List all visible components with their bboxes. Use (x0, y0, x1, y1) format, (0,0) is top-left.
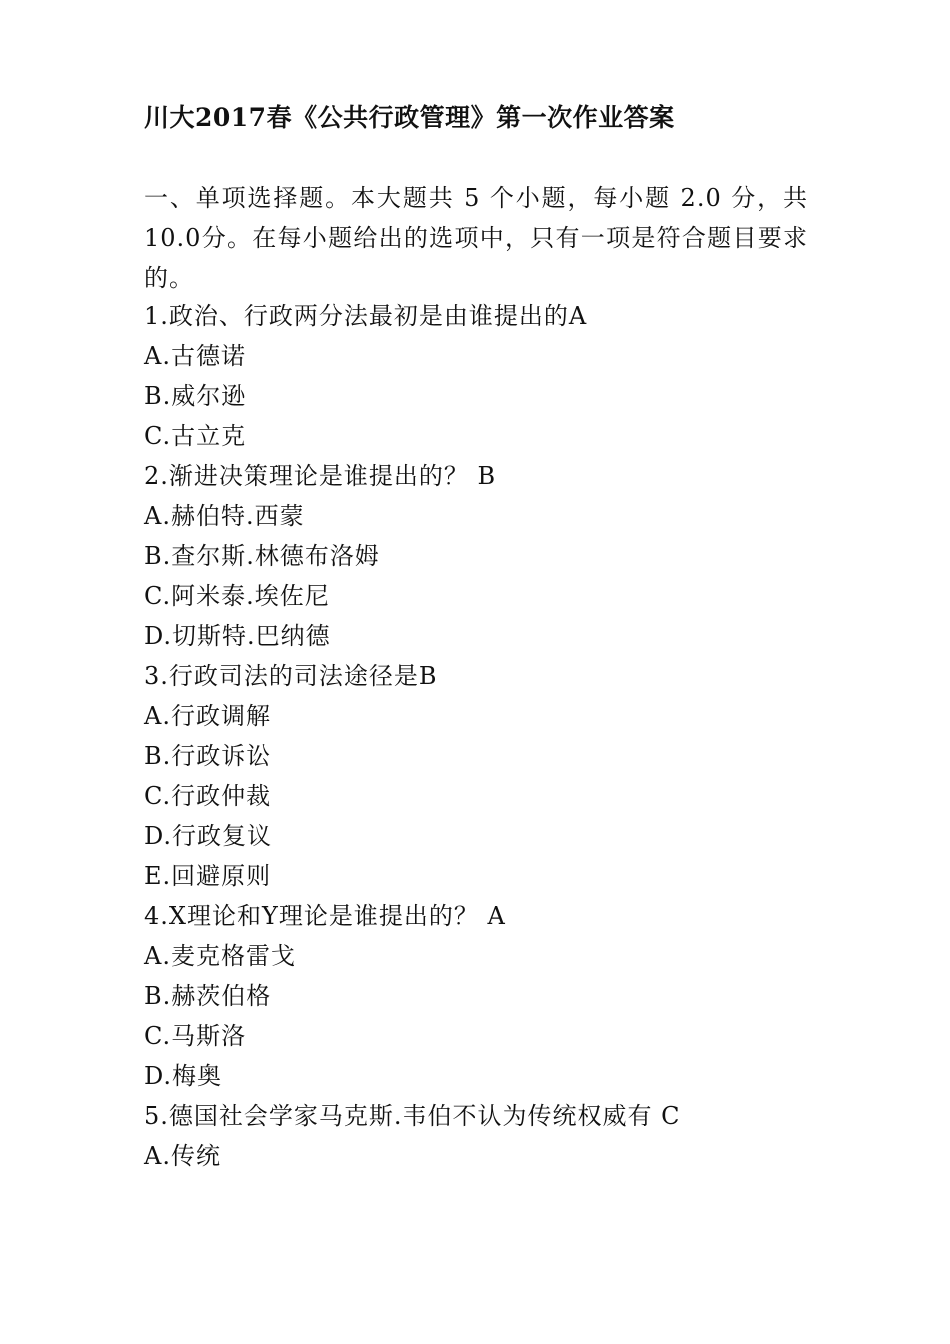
option-4d: D.梅奥 (144, 1062, 223, 1090)
option-4c: C.马斯洛 (144, 1022, 247, 1050)
option-2b: B.查尔斯.林德布洛姆 (144, 542, 380, 570)
option-1c: C.古立克 (144, 422, 247, 450)
option-3d: D.行政复议 (144, 822, 273, 850)
option-3a: A.行政调解 (144, 702, 271, 730)
option-4a: A.麦克格雷戈 (144, 942, 296, 970)
question-1: 1.政治、行政两分法最初是由谁提出的A (144, 302, 588, 330)
option-2c: C.阿米泰.埃佐尼 (144, 582, 330, 610)
option-1b: B.威尔逊 (144, 382, 247, 410)
question-4: 4.X理论和Y理论是谁提出的？ A (144, 902, 506, 930)
question-2: 2.渐进决策理论是谁提出的？ B (144, 462, 497, 490)
document-title: 川大2017春《公共行政管理》第一次作业答案 (144, 103, 675, 132)
question-3: 3.行政司法的司法途径是B (144, 662, 438, 690)
question-list (144, 296, 681, 1176)
option-2d: D.切斯特.巴纳德 (144, 622, 331, 650)
option-1a: A.古德诺 (144, 342, 246, 370)
option-3c: C.行政仲裁 (144, 782, 272, 810)
option-4b: B.赫茨伯格 (144, 982, 272, 1010)
section-heading: 一、单项选择题。本大题共 5 个小题，每小题 2.0 分，共10.0分。在每小题给出的选项中，只有一项是符合题目要求的。 (144, 184, 808, 292)
option-3e: E.回避原则 (144, 862, 272, 890)
option-3b: B.行政诉讼 (144, 742, 272, 770)
option-5a: A.传统 (144, 1142, 221, 1170)
question-5: 5.德国社会学家马克斯.韦伯不认为传统权威有 C (144, 1102, 681, 1130)
option-2a: A.赫伯特.西蒙 (144, 502, 305, 530)
